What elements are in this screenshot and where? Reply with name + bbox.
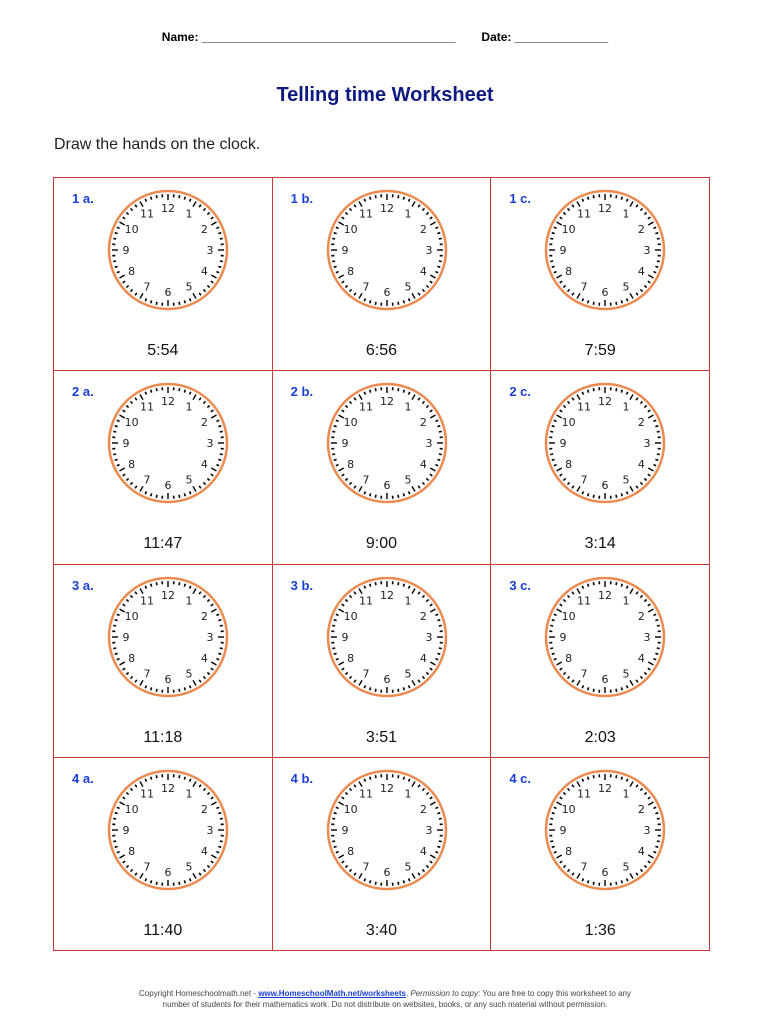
clock-face-icon — [325, 575, 449, 699]
svg-text:5: 5 — [185, 473, 193, 487]
svg-text:7: 7 — [143, 473, 151, 487]
problem-label: 4 b. — [290, 770, 314, 786]
svg-text:1: 1 — [622, 787, 630, 801]
svg-text:5: 5 — [622, 860, 630, 874]
svg-text:1: 1 — [185, 594, 193, 608]
svg-text:8: 8 — [346, 265, 354, 278]
problem-cell[interactable] — [273, 178, 492, 371]
svg-text:9: 9 — [122, 823, 130, 837]
page-title: Telling time Worksheet — [276, 84, 494, 106]
svg-text:4: 4 — [419, 265, 427, 278]
svg-text:8: 8 — [346, 458, 354, 472]
clock-grid — [53, 177, 710, 951]
svg-text:9: 9 — [341, 630, 349, 644]
svg-text:5: 5 — [185, 666, 193, 680]
svg-text:4: 4 — [419, 651, 427, 665]
problem-cell[interactable] — [54, 565, 273, 758]
svg-text:9: 9 — [122, 437, 130, 451]
svg-text:5: 5 — [185, 280, 193, 294]
svg-text:10: 10 — [124, 416, 139, 430]
svg-text:11: 11 — [140, 787, 154, 801]
svg-text:3: 3 — [206, 630, 214, 644]
svg-text:3: 3 — [425, 630, 433, 644]
svg-text:4: 4 — [200, 651, 208, 665]
svg-text:1: 1 — [622, 400, 630, 414]
svg-text:11: 11 — [358, 787, 373, 801]
svg-text:7: 7 — [580, 473, 588, 487]
svg-text:10: 10 — [561, 802, 576, 816]
svg-text:12: 12 — [379, 781, 394, 795]
svg-text:7: 7 — [580, 860, 588, 874]
svg-text:1: 1 — [185, 207, 193, 221]
problem-label: 4 c. — [509, 770, 532, 786]
svg-text:9: 9 — [559, 244, 567, 257]
clock-face-icon — [106, 381, 230, 505]
svg-text:2: 2 — [638, 223, 646, 236]
svg-text:11: 11 — [358, 207, 373, 221]
problem-cell[interactable] — [273, 565, 492, 758]
svg-text:11: 11 — [140, 207, 154, 221]
svg-text:4: 4 — [419, 844, 427, 858]
svg-text:4: 4 — [638, 458, 646, 472]
target-time: 5:54 — [147, 342, 179, 359]
svg-text:8: 8 — [565, 458, 573, 472]
copyright-text: Copyright Homeschoolmath.net - — [139, 989, 259, 998]
svg-text:7: 7 — [143, 860, 151, 874]
target-time: 11:18 — [143, 728, 183, 746]
svg-text:12: 12 — [161, 202, 175, 215]
svg-text:6: 6 — [383, 286, 391, 299]
svg-text:2: 2 — [419, 802, 427, 816]
svg-text:2: 2 — [419, 416, 427, 430]
svg-text:12: 12 — [598, 202, 613, 215]
problem-label: 3 b. — [290, 577, 314, 593]
clock-face-icon — [325, 188, 449, 312]
svg-text:1: 1 — [404, 787, 412, 801]
svg-text:9: 9 — [122, 244, 130, 257]
clock-face-icon — [543, 768, 667, 892]
problem-label: 1 a. — [72, 191, 94, 206]
svg-text:8: 8 — [565, 844, 573, 858]
svg-text:10: 10 — [124, 223, 139, 236]
svg-text:3: 3 — [206, 437, 214, 451]
svg-text:2: 2 — [419, 609, 427, 623]
svg-text:5: 5 — [404, 860, 412, 874]
svg-text:6: 6 — [383, 865, 391, 879]
problem-label: 3 c. — [509, 577, 532, 593]
svg-text:8: 8 — [346, 844, 354, 858]
svg-text:11: 11 — [358, 594, 373, 608]
problem-label: 2 b. — [290, 384, 314, 400]
svg-text:2: 2 — [638, 609, 646, 623]
svg-text:9: 9 — [341, 244, 349, 257]
problem-cell[interactable] — [491, 565, 710, 758]
svg-text:8: 8 — [128, 458, 136, 472]
svg-text:11: 11 — [577, 207, 592, 221]
problem-cell[interactable] — [273, 371, 492, 564]
svg-text:10: 10 — [343, 223, 358, 236]
problem-label: 2 a. — [72, 384, 94, 400]
svg-text:3: 3 — [425, 823, 433, 837]
target-time: 3:40 — [365, 921, 398, 939]
permission-text: You are free to copy this worksheet to any — [480, 989, 631, 998]
svg-text:5: 5 — [404, 280, 412, 294]
svg-text:3: 3 — [425, 437, 433, 451]
svg-text:12: 12 — [161, 395, 175, 409]
svg-text:3: 3 — [206, 823, 214, 837]
svg-text:5: 5 — [622, 473, 630, 487]
svg-text:4: 4 — [200, 844, 208, 858]
svg-text:10: 10 — [343, 609, 358, 623]
svg-text:1: 1 — [622, 207, 630, 221]
svg-text:4: 4 — [638, 651, 646, 665]
svg-text:5: 5 — [404, 666, 412, 680]
svg-text:6: 6 — [383, 672, 391, 686]
svg-text:12: 12 — [598, 395, 613, 409]
clock-face-icon — [543, 188, 667, 312]
problem-cell[interactable] — [54, 178, 273, 371]
target-time: 11:47 — [143, 535, 183, 553]
svg-text:5: 5 — [622, 666, 630, 680]
target-time: 11:40 — [143, 921, 183, 939]
svg-text:8: 8 — [346, 651, 354, 665]
svg-text:5: 5 — [185, 860, 193, 874]
svg-text:8: 8 — [128, 651, 136, 665]
svg-text:11: 11 — [140, 594, 154, 608]
svg-text:12: 12 — [161, 588, 175, 602]
svg-text:6: 6 — [164, 286, 172, 299]
clock-face-icon — [106, 575, 230, 699]
target-time: 2:03 — [584, 728, 616, 746]
svg-text:9: 9 — [559, 437, 567, 451]
svg-text:12: 12 — [379, 588, 394, 602]
date-label: Date: ______________ — [481, 30, 609, 44]
clock-face-icon — [325, 768, 449, 892]
svg-text:2: 2 — [200, 416, 208, 430]
svg-text:2: 2 — [419, 223, 427, 236]
svg-text:7: 7 — [580, 666, 588, 680]
svg-text:11: 11 — [577, 594, 592, 608]
svg-text:3: 3 — [643, 630, 651, 644]
svg-text:2: 2 — [200, 802, 208, 816]
worksheets-link[interactable]: www.HomeschoolMath.net/worksheets — [258, 989, 406, 998]
clock-face-icon — [543, 575, 667, 699]
svg-text:9: 9 — [559, 630, 567, 644]
svg-text:10: 10 — [124, 609, 139, 623]
target-time: 6:56 — [365, 342, 398, 359]
svg-text:10: 10 — [124, 802, 139, 816]
svg-text:5: 5 — [404, 473, 412, 487]
svg-text:2: 2 — [200, 223, 208, 236]
svg-text:6: 6 — [164, 672, 172, 686]
svg-text:1: 1 — [622, 594, 630, 608]
svg-text:8: 8 — [128, 844, 136, 858]
copyright-footer: Copyright Homeschoolmath.net - www.HomeschoolMath.net/worksheets. Permission to copy: You are free to copy this worksheet to any number of students for their mathematics work. Do not distribute on websites, books, or any such material without permission. — [0, 988, 770, 1010]
problem-cell[interactable] — [491, 371, 710, 564]
svg-text:3: 3 — [425, 244, 433, 257]
svg-text:9: 9 — [559, 823, 567, 837]
svg-text:2: 2 — [638, 802, 646, 816]
svg-text:2: 2 — [638, 416, 646, 430]
svg-text:12: 12 — [379, 395, 394, 409]
svg-text:11: 11 — [577, 400, 592, 414]
svg-text:7: 7 — [362, 280, 370, 294]
svg-text:10: 10 — [561, 223, 576, 236]
svg-text:1: 1 — [404, 207, 412, 221]
svg-text:9: 9 — [341, 823, 349, 837]
svg-text:12: 12 — [379, 202, 394, 215]
svg-text:10: 10 — [343, 416, 358, 430]
svg-text:10: 10 — [343, 802, 358, 816]
problem-cell[interactable] — [491, 178, 710, 371]
svg-text:7: 7 — [143, 280, 151, 294]
clock-face-icon — [325, 381, 449, 505]
problem-label: 4 a. — [72, 770, 94, 786]
svg-text:12: 12 — [598, 588, 613, 602]
svg-text:10: 10 — [561, 416, 576, 430]
svg-text:6: 6 — [601, 672, 609, 686]
clock-face-icon — [106, 188, 230, 312]
problem-label: 1 c. — [509, 191, 532, 206]
svg-text:7: 7 — [580, 280, 588, 294]
svg-text:12: 12 — [598, 781, 613, 795]
svg-text:3: 3 — [643, 437, 651, 451]
target-time: 3:14 — [584, 535, 616, 553]
svg-text:4: 4 — [200, 458, 208, 472]
svg-text:5: 5 — [622, 280, 630, 294]
svg-text:10: 10 — [561, 609, 576, 623]
svg-text:11: 11 — [358, 400, 373, 414]
svg-text:1: 1 — [185, 787, 193, 801]
target-time: 3:51 — [365, 728, 398, 746]
svg-text:6: 6 — [601, 479, 609, 493]
svg-text:6: 6 — [164, 479, 172, 493]
svg-text:11: 11 — [140, 400, 154, 414]
svg-text:7: 7 — [362, 666, 370, 680]
svg-text:9: 9 — [341, 437, 349, 451]
svg-text:1: 1 — [185, 400, 193, 414]
problem-cell[interactable] — [54, 758, 273, 951]
svg-text:11: 11 — [577, 787, 592, 801]
svg-text:1: 1 — [404, 400, 412, 414]
svg-text:2: 2 — [200, 609, 208, 623]
svg-text:7: 7 — [143, 666, 151, 680]
permission-text-line2: number of students for their mathematics work. Do not distribute on websites, books, or any such material without permission. — [162, 1000, 608, 1009]
svg-text:4: 4 — [419, 458, 427, 472]
svg-text:6: 6 — [164, 865, 172, 879]
svg-text:7: 7 — [362, 860, 370, 874]
problem-cell[interactable] — [491, 758, 710, 951]
permission-label: Permission to copy: — [410, 989, 481, 998]
target-time: 1:36 — [584, 921, 616, 939]
problem-label: 3 a. — [72, 577, 94, 593]
target-time: 7:59 — [584, 342, 616, 359]
svg-text:3: 3 — [643, 244, 651, 257]
svg-text:4: 4 — [200, 265, 208, 278]
svg-text:8: 8 — [128, 265, 136, 278]
name-date-header — [0, 30, 770, 44]
problem-cell[interactable] — [273, 758, 492, 951]
instruction-text: Draw the hands on the clock. — [54, 136, 261, 153]
clock-face-icon — [543, 381, 667, 505]
svg-text:3: 3 — [643, 823, 651, 837]
svg-text:8: 8 — [565, 265, 573, 278]
name-label: Name: ______________________________________ — [161, 30, 456, 44]
svg-text:8: 8 — [565, 651, 573, 665]
svg-text:6: 6 — [601, 286, 609, 299]
problem-label: 2 c. — [509, 384, 532, 400]
svg-text:6: 6 — [383, 479, 391, 493]
clock-face-icon — [106, 768, 230, 892]
svg-text:3: 3 — [206, 244, 214, 257]
svg-text:7: 7 — [362, 473, 370, 487]
svg-text:9: 9 — [122, 630, 130, 644]
target-time: 9:00 — [365, 535, 398, 553]
svg-text:12: 12 — [161, 781, 175, 795]
problem-label: 1 b. — [290, 191, 314, 206]
svg-text:6: 6 — [601, 865, 609, 879]
problem-cell[interactable] — [54, 371, 273, 564]
svg-text:1: 1 — [404, 594, 412, 608]
svg-text:4: 4 — [638, 844, 646, 858]
svg-text:4: 4 — [638, 265, 646, 278]
